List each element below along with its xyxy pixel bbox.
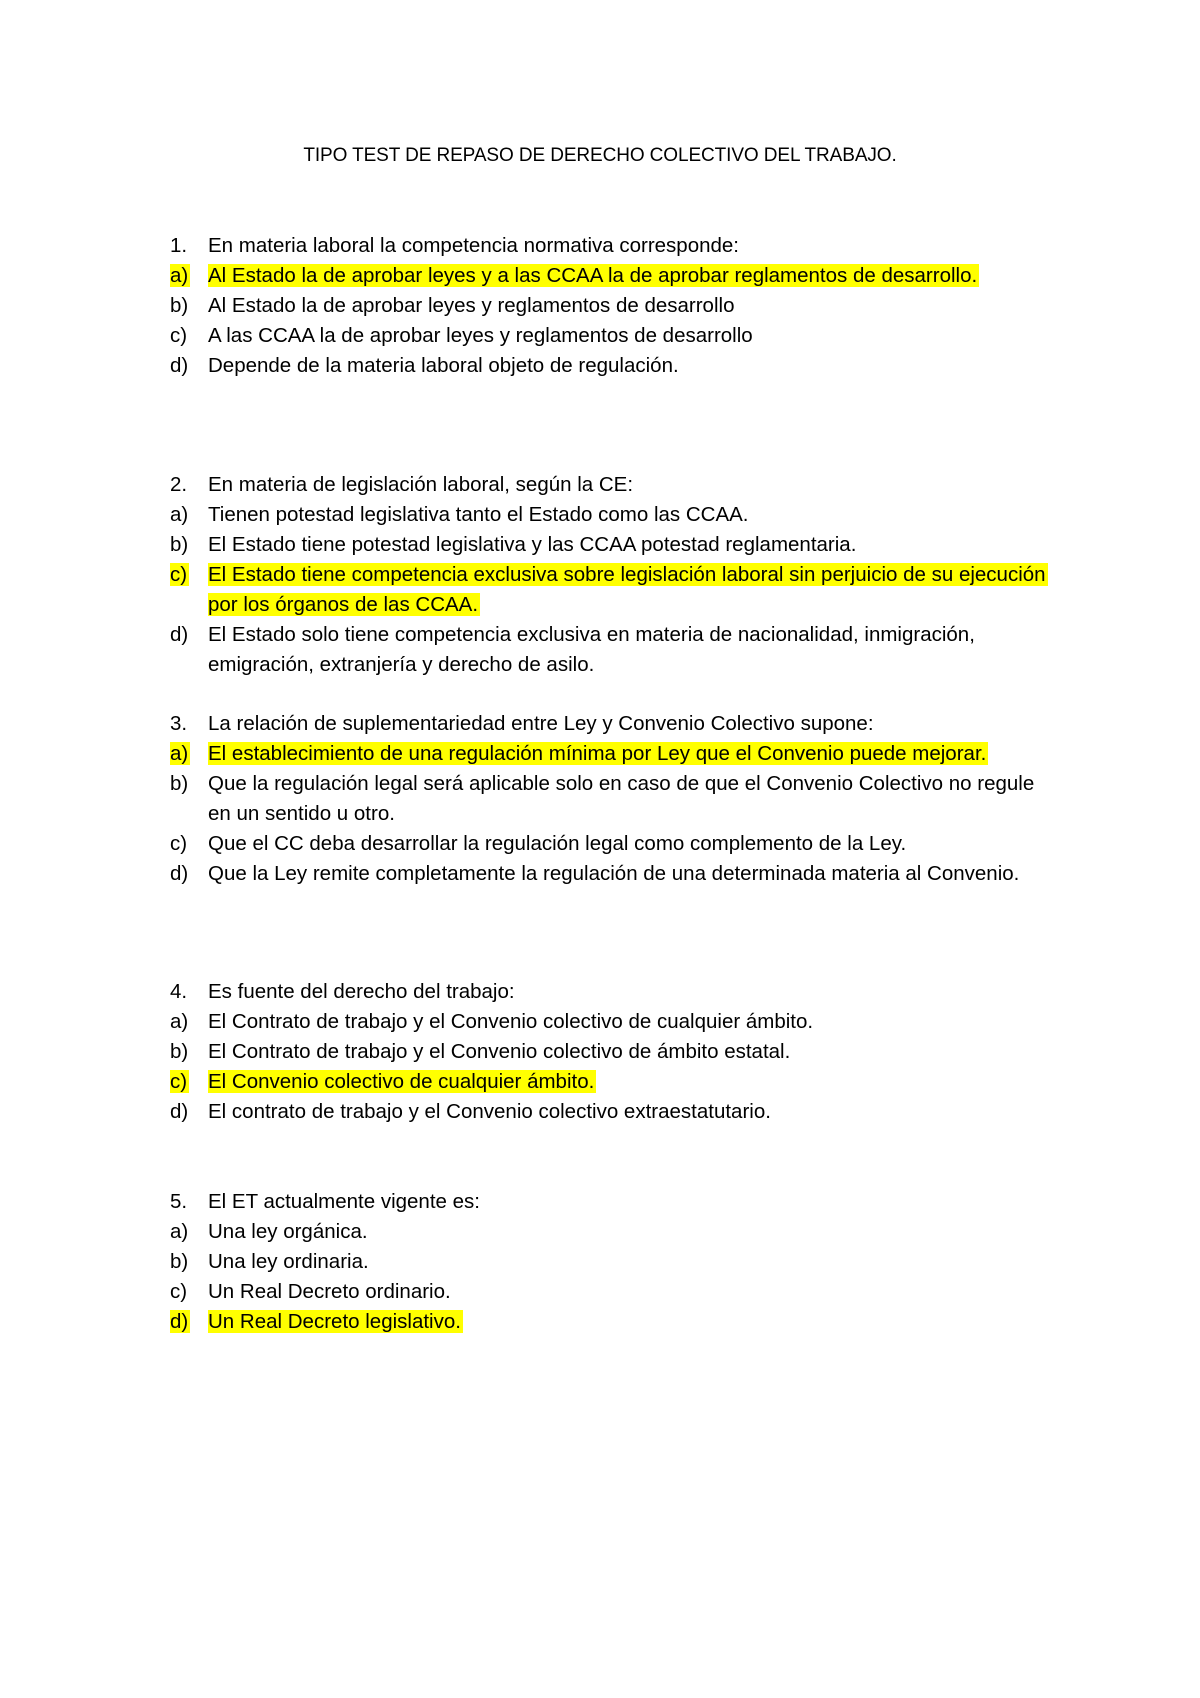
answer-option-d [170,1097,1050,1127]
question-number: 3. [170,712,188,735]
question-4 [170,977,1050,1127]
option-text: Que la regulación legal será aplicable solo en caso de que el Convenio Colectivo no regule en un sentido u otro. [208,772,1035,825]
option-text: Al Estado la de aprobar leyes y reglamentos de desarrollo [208,294,735,317]
answer-option-d [170,620,1050,680]
option-text: Un Real Decreto ordinario. [208,1280,451,1303]
option-letter: b) [170,294,189,317]
option-letter: d) [170,623,189,646]
option-letter: a) [170,1220,189,1243]
option-letter: b) [170,533,189,556]
option-letter: a) [170,264,189,287]
option-text: El establecimiento de una regulación mínima por Ley que el Convenio puede mejorar. [208,742,987,765]
option-text: Que el CC deba desarrollar la regulación legal como complemento de la Ley. [208,832,907,855]
answer-option-a [170,261,1050,291]
answer-option-c [170,560,1050,620]
answer-option-a [170,500,1050,530]
question-prompt [170,231,1050,261]
option-letter: d) [170,862,189,885]
option-text: El Convenio colectivo de cualquier ámbito. [208,1070,595,1093]
option-letter: c) [170,832,188,855]
option-text: Una ley ordinaria. [208,1250,369,1273]
option-text: El contrato de trabajo y el Convenio colectivo extraestatutario. [208,1100,771,1123]
option-text: El Contrato de trabajo y el Convenio colectivo de ámbito estatal. [208,1040,791,1063]
option-text: El Estado tiene competencia exclusiva sobre legislación laboral sin perjuicio de su ejecución por los órganos de las CCAA. [208,563,1046,616]
answer-option-b [170,530,1050,560]
answer-option-a [170,1007,1050,1037]
question-2 [170,470,1050,680]
answer-option-c [170,1067,1050,1097]
option-letter: b) [170,1040,189,1063]
option-letter: d) [170,1100,189,1123]
option-letter: c) [170,1280,188,1303]
option-text: Que la Ley remite completamente la regulación de una determinada materia al Convenio. [208,862,1020,885]
question-prompt [170,709,1050,739]
answer-option-b [170,769,1050,829]
answer-option-b [170,1037,1050,1067]
answer-option-c [170,321,1050,351]
option-text: Tienen potestad legislativa tanto el Estado como las CCAA. [208,503,749,526]
answer-option-d [170,351,1050,381]
answer-option-a [170,1217,1050,1247]
option-letter: a) [170,503,189,526]
question-text: Es fuente del derecho del trabajo: [208,980,515,1003]
question-prompt [170,1187,1050,1217]
question-number: 2. [170,473,188,496]
option-text: A las CCAA la de aprobar leyes y reglamentos de desarrollo [208,324,753,347]
question-number: 4. [170,980,188,1003]
option-letter: c) [170,1070,188,1093]
question-text: En materia laboral la competencia normativa corresponde: [208,234,739,257]
option-text: Una ley orgánica. [208,1220,368,1243]
option-letter: d) [170,354,189,377]
question-prompt [170,470,1050,500]
question-5 [170,1187,1050,1337]
option-letter: c) [170,563,188,586]
option-text: Al Estado la de aprobar leyes y a las CCAA la de aprobar reglamentos de desarrollo. [208,264,978,287]
question-text: La relación de suplementariedad entre Ley y Convenio Colectivo supone: [208,712,874,735]
question-1 [170,231,1050,381]
question-3 [170,709,1050,889]
option-letter: b) [170,772,189,795]
option-letter: d) [170,1310,189,1333]
option-letter: a) [170,742,189,765]
question-prompt [170,977,1050,1007]
document-title: TIPO TEST DE REPASO DE DERECHO COLECTIVO DEL TRABAJO. [303,145,897,166]
answer-option-a [170,739,1050,769]
option-text: El Estado solo tiene competencia exclusiva en materia de nacionalidad, inmigración, emigración, extranjería y derecho de asilo. [208,623,975,676]
answer-option-c [170,829,1050,859]
answer-option-d [170,1307,1050,1337]
option-text: El Estado tiene potestad legislativa y las CCAA potestad reglamentaria. [208,533,857,556]
answer-option-d [170,859,1050,889]
question-number: 5. [170,1190,188,1213]
option-text: Un Real Decreto legislativo. [208,1310,461,1333]
question-text: El ET actualmente vigente es: [208,1190,480,1213]
option-letter: c) [170,324,188,347]
question-text: En materia de legislación laboral, según la CE: [208,473,634,496]
option-letter: a) [170,1010,189,1033]
answer-option-b [170,291,1050,321]
option-text: El Contrato de trabajo y el Convenio colectivo de cualquier ámbito. [208,1010,814,1033]
answer-option-b [170,1247,1050,1277]
option-letter: b) [170,1250,189,1273]
option-text: Depende de la materia laboral objeto de regulación. [208,354,679,377]
answer-option-c [170,1277,1050,1307]
question-number: 1. [170,234,188,257]
